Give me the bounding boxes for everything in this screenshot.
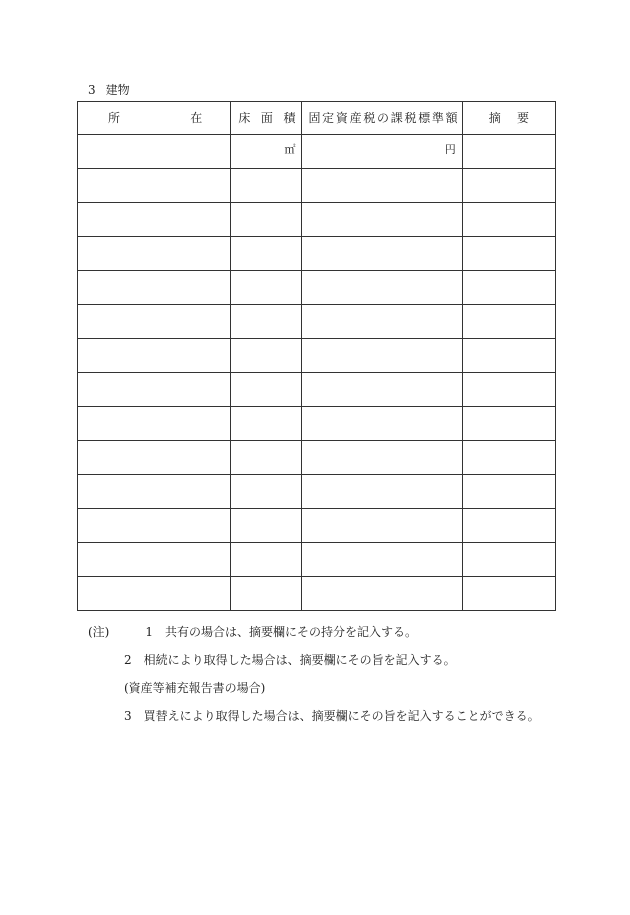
- location-cell[interactable]: [78, 203, 231, 237]
- floor-area-cell[interactable]: [231, 509, 302, 543]
- header-char: 標: [418, 111, 431, 125]
- note-text: 共有の場合は、摘要欄にその持分を記入する。: [165, 625, 418, 639]
- note-item-2: [124, 653, 456, 667]
- floor-area-cell[interactable]: [231, 135, 302, 169]
- location-cell[interactable]: [78, 407, 231, 441]
- note-number: 2: [124, 653, 132, 667]
- note-item-3: [124, 709, 540, 723]
- floor-area-cell[interactable]: [231, 373, 302, 407]
- tax-base-cell[interactable]: [302, 509, 462, 543]
- remarks-cell[interactable]: [462, 543, 555, 577]
- tax-base-cell[interactable]: [302, 271, 462, 305]
- tax-base-cell[interactable]: [302, 237, 462, 271]
- remarks-cell[interactable]: [462, 407, 555, 441]
- header-char: 税: [404, 111, 417, 125]
- note-text: 買替えにより取得した場合は、摘要欄にその旨を記入することができる。: [143, 709, 540, 723]
- location-cell[interactable]: [78, 509, 231, 543]
- location-cell[interactable]: [78, 339, 231, 373]
- header-floor-area: [231, 102, 302, 135]
- header-char: 床: [238, 111, 251, 125]
- table-row: [78, 373, 556, 407]
- table-row: [78, 271, 556, 305]
- remarks-cell[interactable]: [462, 271, 555, 305]
- header-char: 税: [363, 111, 376, 125]
- location-cell[interactable]: [78, 475, 231, 509]
- tax-base-cell[interactable]: [302, 135, 462, 169]
- amount-unit-label: 円: [444, 143, 456, 156]
- area-unit-label: ㎡: [284, 143, 296, 156]
- table-row: [78, 203, 556, 237]
- header-char: 摘: [488, 111, 501, 125]
- tax-base-cell[interactable]: [302, 407, 462, 441]
- note-text: 相続により取得した場合は、摘要欄にその旨を記入する。: [143, 653, 456, 667]
- remarks-cell[interactable]: [462, 135, 555, 169]
- table-row: [78, 169, 556, 203]
- tax-base-cell[interactable]: [302, 339, 462, 373]
- note-number: 1: [145, 625, 154, 639]
- remarks-cell[interactable]: [462, 441, 555, 475]
- empty-rows: [78, 169, 556, 611]
- remarks-cell[interactable]: [462, 305, 555, 339]
- location-cell[interactable]: [78, 135, 231, 169]
- header-char: 所: [108, 111, 121, 125]
- table-row: [78, 339, 556, 373]
- remarks-cell[interactable]: [462, 237, 555, 271]
- table-header-row: [78, 102, 556, 135]
- table-row: [78, 305, 556, 339]
- header-char: 額: [445, 111, 458, 125]
- floor-area-cell[interactable]: [231, 237, 302, 271]
- note-prefix: (注): [88, 625, 110, 639]
- location-cell[interactable]: [78, 237, 231, 271]
- tax-base-cell[interactable]: [302, 475, 462, 509]
- header-tax-base-amount: [302, 102, 462, 135]
- tax-base-cell[interactable]: [302, 373, 462, 407]
- header-char: 資: [335, 111, 348, 125]
- tax-base-cell[interactable]: [302, 441, 462, 475]
- floor-area-cell[interactable]: [231, 169, 302, 203]
- note-heading-text: (資産等補充報告書の場合): [124, 681, 266, 695]
- header-char: 定: [322, 111, 335, 125]
- location-cell[interactable]: [78, 577, 231, 611]
- tax-base-cell[interactable]: [302, 577, 462, 611]
- header-remarks: [462, 102, 555, 135]
- header-char: 積: [283, 111, 296, 125]
- header-char: 課: [390, 111, 403, 125]
- remarks-cell[interactable]: [462, 339, 555, 373]
- table-row: [78, 577, 556, 611]
- section-heading: [88, 83, 130, 97]
- header-char: の: [377, 111, 390, 125]
- table-row: [78, 475, 556, 509]
- header-location: [78, 102, 231, 135]
- floor-area-cell[interactable]: [231, 577, 302, 611]
- floor-area-cell[interactable]: [231, 407, 302, 441]
- floor-area-cell[interactable]: [231, 271, 302, 305]
- location-cell[interactable]: [78, 373, 231, 407]
- table-row: [78, 407, 556, 441]
- building-register-table: [77, 101, 556, 611]
- remarks-cell[interactable]: [462, 577, 555, 611]
- location-cell[interactable]: [78, 305, 231, 339]
- tax-base-cell[interactable]: [302, 203, 462, 237]
- remarks-cell[interactable]: [462, 169, 555, 203]
- header-char: 産: [349, 111, 362, 125]
- location-cell[interactable]: [78, 441, 231, 475]
- floor-area-cell[interactable]: [231, 305, 302, 339]
- floor-area-cell[interactable]: [231, 441, 302, 475]
- location-cell[interactable]: [78, 271, 231, 305]
- tax-base-cell[interactable]: [302, 305, 462, 339]
- table-row: [78, 543, 556, 577]
- table-row: [78, 441, 556, 475]
- section-number: 3: [88, 83, 96, 97]
- tax-base-cell[interactable]: [302, 543, 462, 577]
- table-row: [78, 509, 556, 543]
- remarks-cell[interactable]: [462, 203, 555, 237]
- note-item-1: [88, 625, 417, 639]
- remarks-cell[interactable]: [462, 509, 555, 543]
- floor-area-cell[interactable]: [231, 543, 302, 577]
- table-row: [78, 237, 556, 271]
- location-cell[interactable]: [78, 169, 231, 203]
- remarks-cell[interactable]: [462, 373, 555, 407]
- floor-area-cell[interactable]: [231, 339, 302, 373]
- header-char: 在: [190, 111, 203, 125]
- section-title: 建物: [105, 83, 130, 97]
- note-number: 3: [124, 709, 132, 723]
- header-char: 固: [308, 111, 321, 125]
- header-char: 準: [431, 111, 444, 125]
- remarks-cell[interactable]: [462, 475, 555, 509]
- header-char: 要: [516, 111, 529, 125]
- floor-area-cell[interactable]: [231, 475, 302, 509]
- header-char: 面: [260, 111, 273, 125]
- tax-base-cell[interactable]: [302, 169, 462, 203]
- floor-area-cell[interactable]: [231, 203, 302, 237]
- table-row: [78, 135, 556, 169]
- location-cell[interactable]: [78, 543, 231, 577]
- note-subheading: [124, 681, 265, 695]
